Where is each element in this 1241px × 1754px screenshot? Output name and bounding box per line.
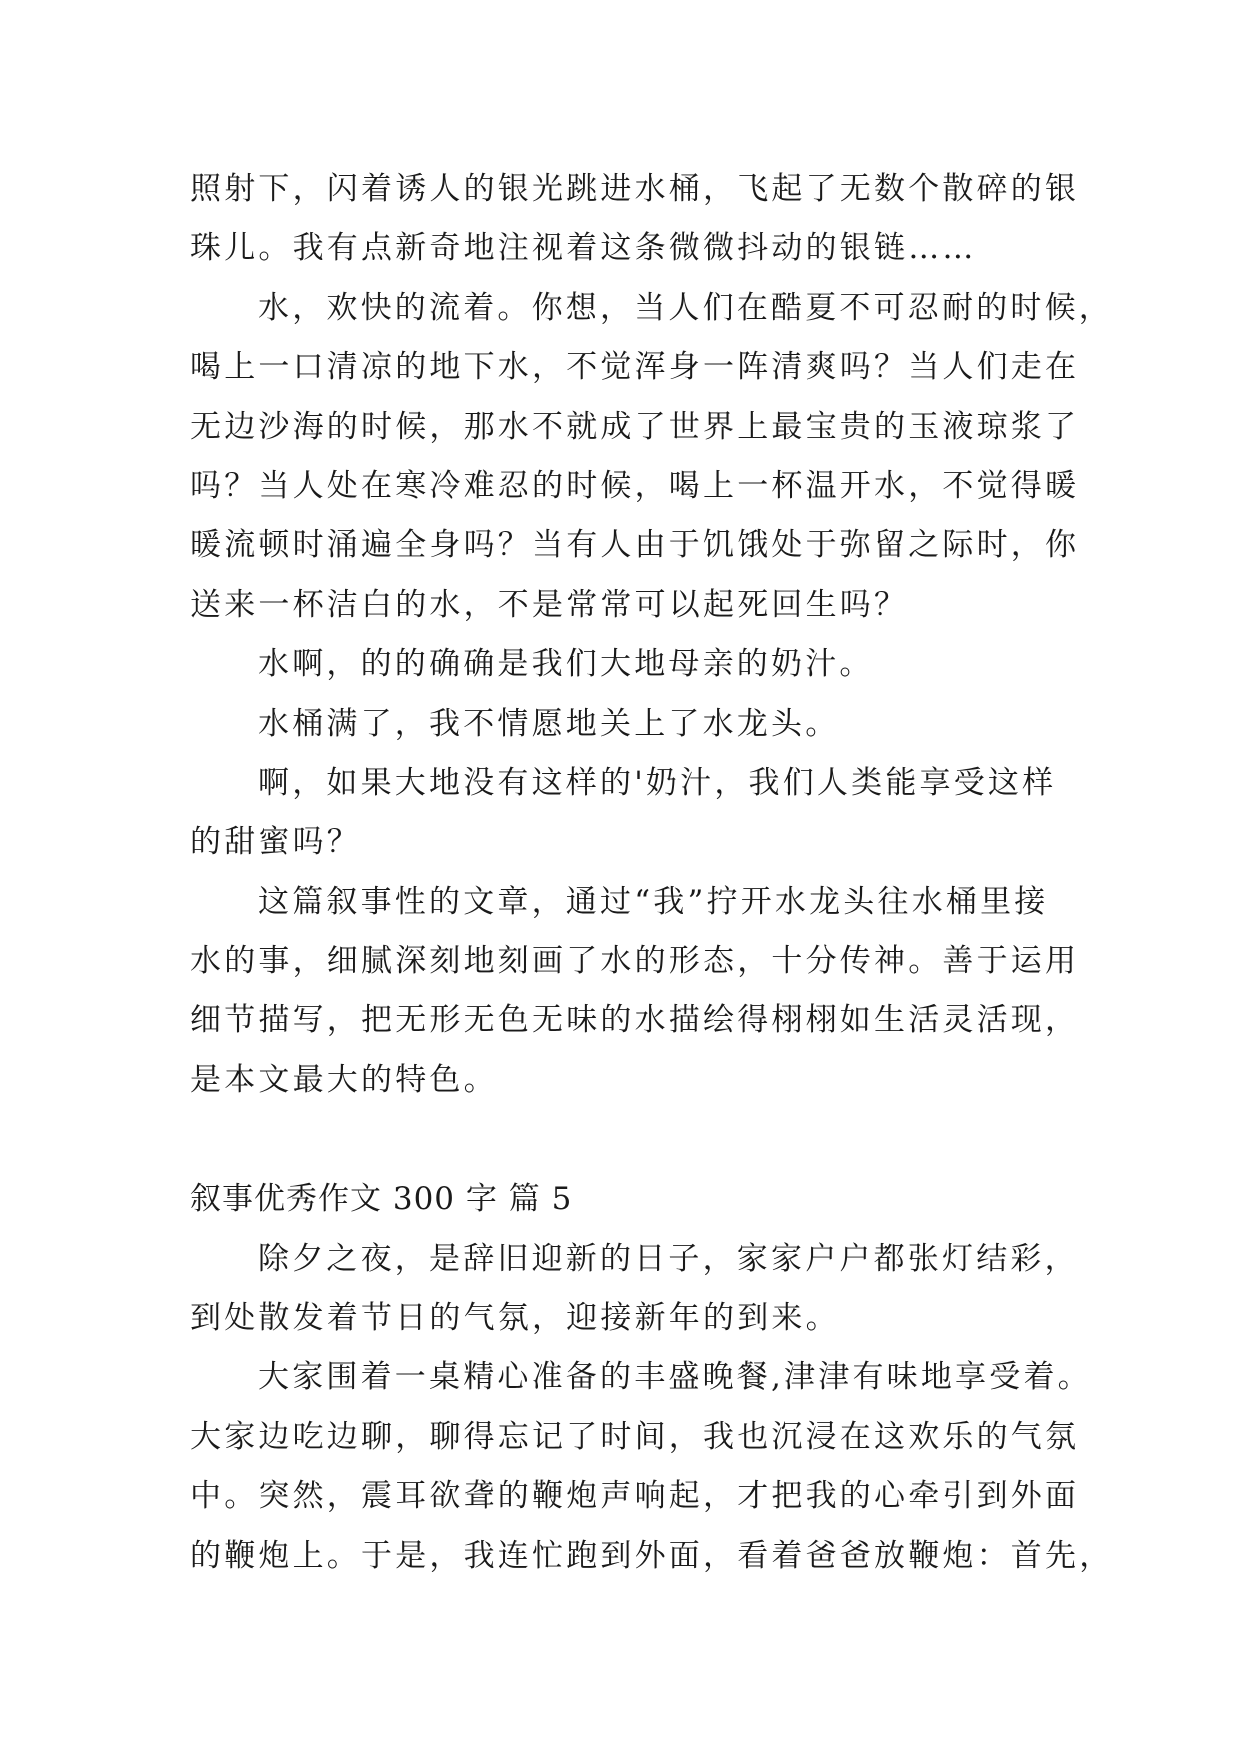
paragraph-start-line: 除夕之夜，是辞旧迎新的日子，家家户户都张灯结彩， xyxy=(258,1240,1079,1277)
paragraph-start-line: 这篇叙事性的文章，通过“我”拧开水龙头往水桶里接 xyxy=(258,883,1049,920)
text-line: 细节描写，把无形无色无味的水描绘得栩栩如生活灵活现， xyxy=(190,1002,1080,1039)
text-line: 送来一杯洁白的水，不是常常可以起死回生吗？ xyxy=(190,586,909,623)
paragraph-start-line: 水，欢快的流着。你想，当人们在酷夏不可忍耐的时候， xyxy=(258,289,1113,326)
text-line: 水的事，细腻深刻地刻画了水的形态，十分传神。善于运用 xyxy=(190,943,1080,980)
text-line: 中。突然，震耳欲聋的鞭炮声响起，才把我的心牵引到外面 xyxy=(190,1478,1080,1515)
text-line: 的鞭炮上。于是，我连忙跑到外面，看着爸爸放鞭炮：首先， xyxy=(190,1537,1114,1574)
paragraph-start-line: 水桶满了，我不情愿地关上了水龙头。 xyxy=(258,705,840,742)
text-line: 到处散发着节日的气氛，迎接新年的到来。 xyxy=(190,1300,840,1337)
text-line: 是本文最大的特色。 xyxy=(190,1061,498,1098)
text-line: 大家边吃边聊，聊得忘记了时间，我也沉浸在这欢乐的气氛 xyxy=(190,1418,1080,1455)
text-line: 喝上一口清凉的地下水，不觉浑身一阵清爽吗？当人们走在 xyxy=(190,349,1080,386)
document-body xyxy=(190,160,1114,1586)
text-line: 的甜蜜吗？ xyxy=(190,824,361,861)
text-line: 无边沙海的时候，那水不就成了世界上最宝贵的玉液琼浆了 xyxy=(190,408,1080,445)
section-heading: 叙事优秀作文 300 字 篇 5 xyxy=(190,1181,573,1218)
text-line: 吗？当人处在寒冷难忍的时候，喝上一杯温开水，不觉得暖 xyxy=(190,467,1080,504)
paragraph-start-line: 大家围着一桌精心准备的丰盛晚餐,津津有味地享受着。 xyxy=(258,1359,1092,1396)
paragraph-start-line: 啊，如果大地没有这样的'奶汁，我们人类能享受这样 xyxy=(258,764,1057,801)
text-line: 照射下，闪着诱人的银光跳进水桶，飞起了无数个散碎的银 xyxy=(190,171,1080,207)
text-line: 珠儿。我有点新奇地注视着这条微微抖动的银链…… xyxy=(190,230,977,267)
section-gap xyxy=(190,1110,1050,1170)
paragraph-start-line: 水啊，的的确确是我们大地母亲的奶汁。 xyxy=(258,646,874,683)
text-line: 暖流顿时涌遍全身吗？当有人由于饥饿处于弥留之际时，你 xyxy=(190,527,1080,564)
